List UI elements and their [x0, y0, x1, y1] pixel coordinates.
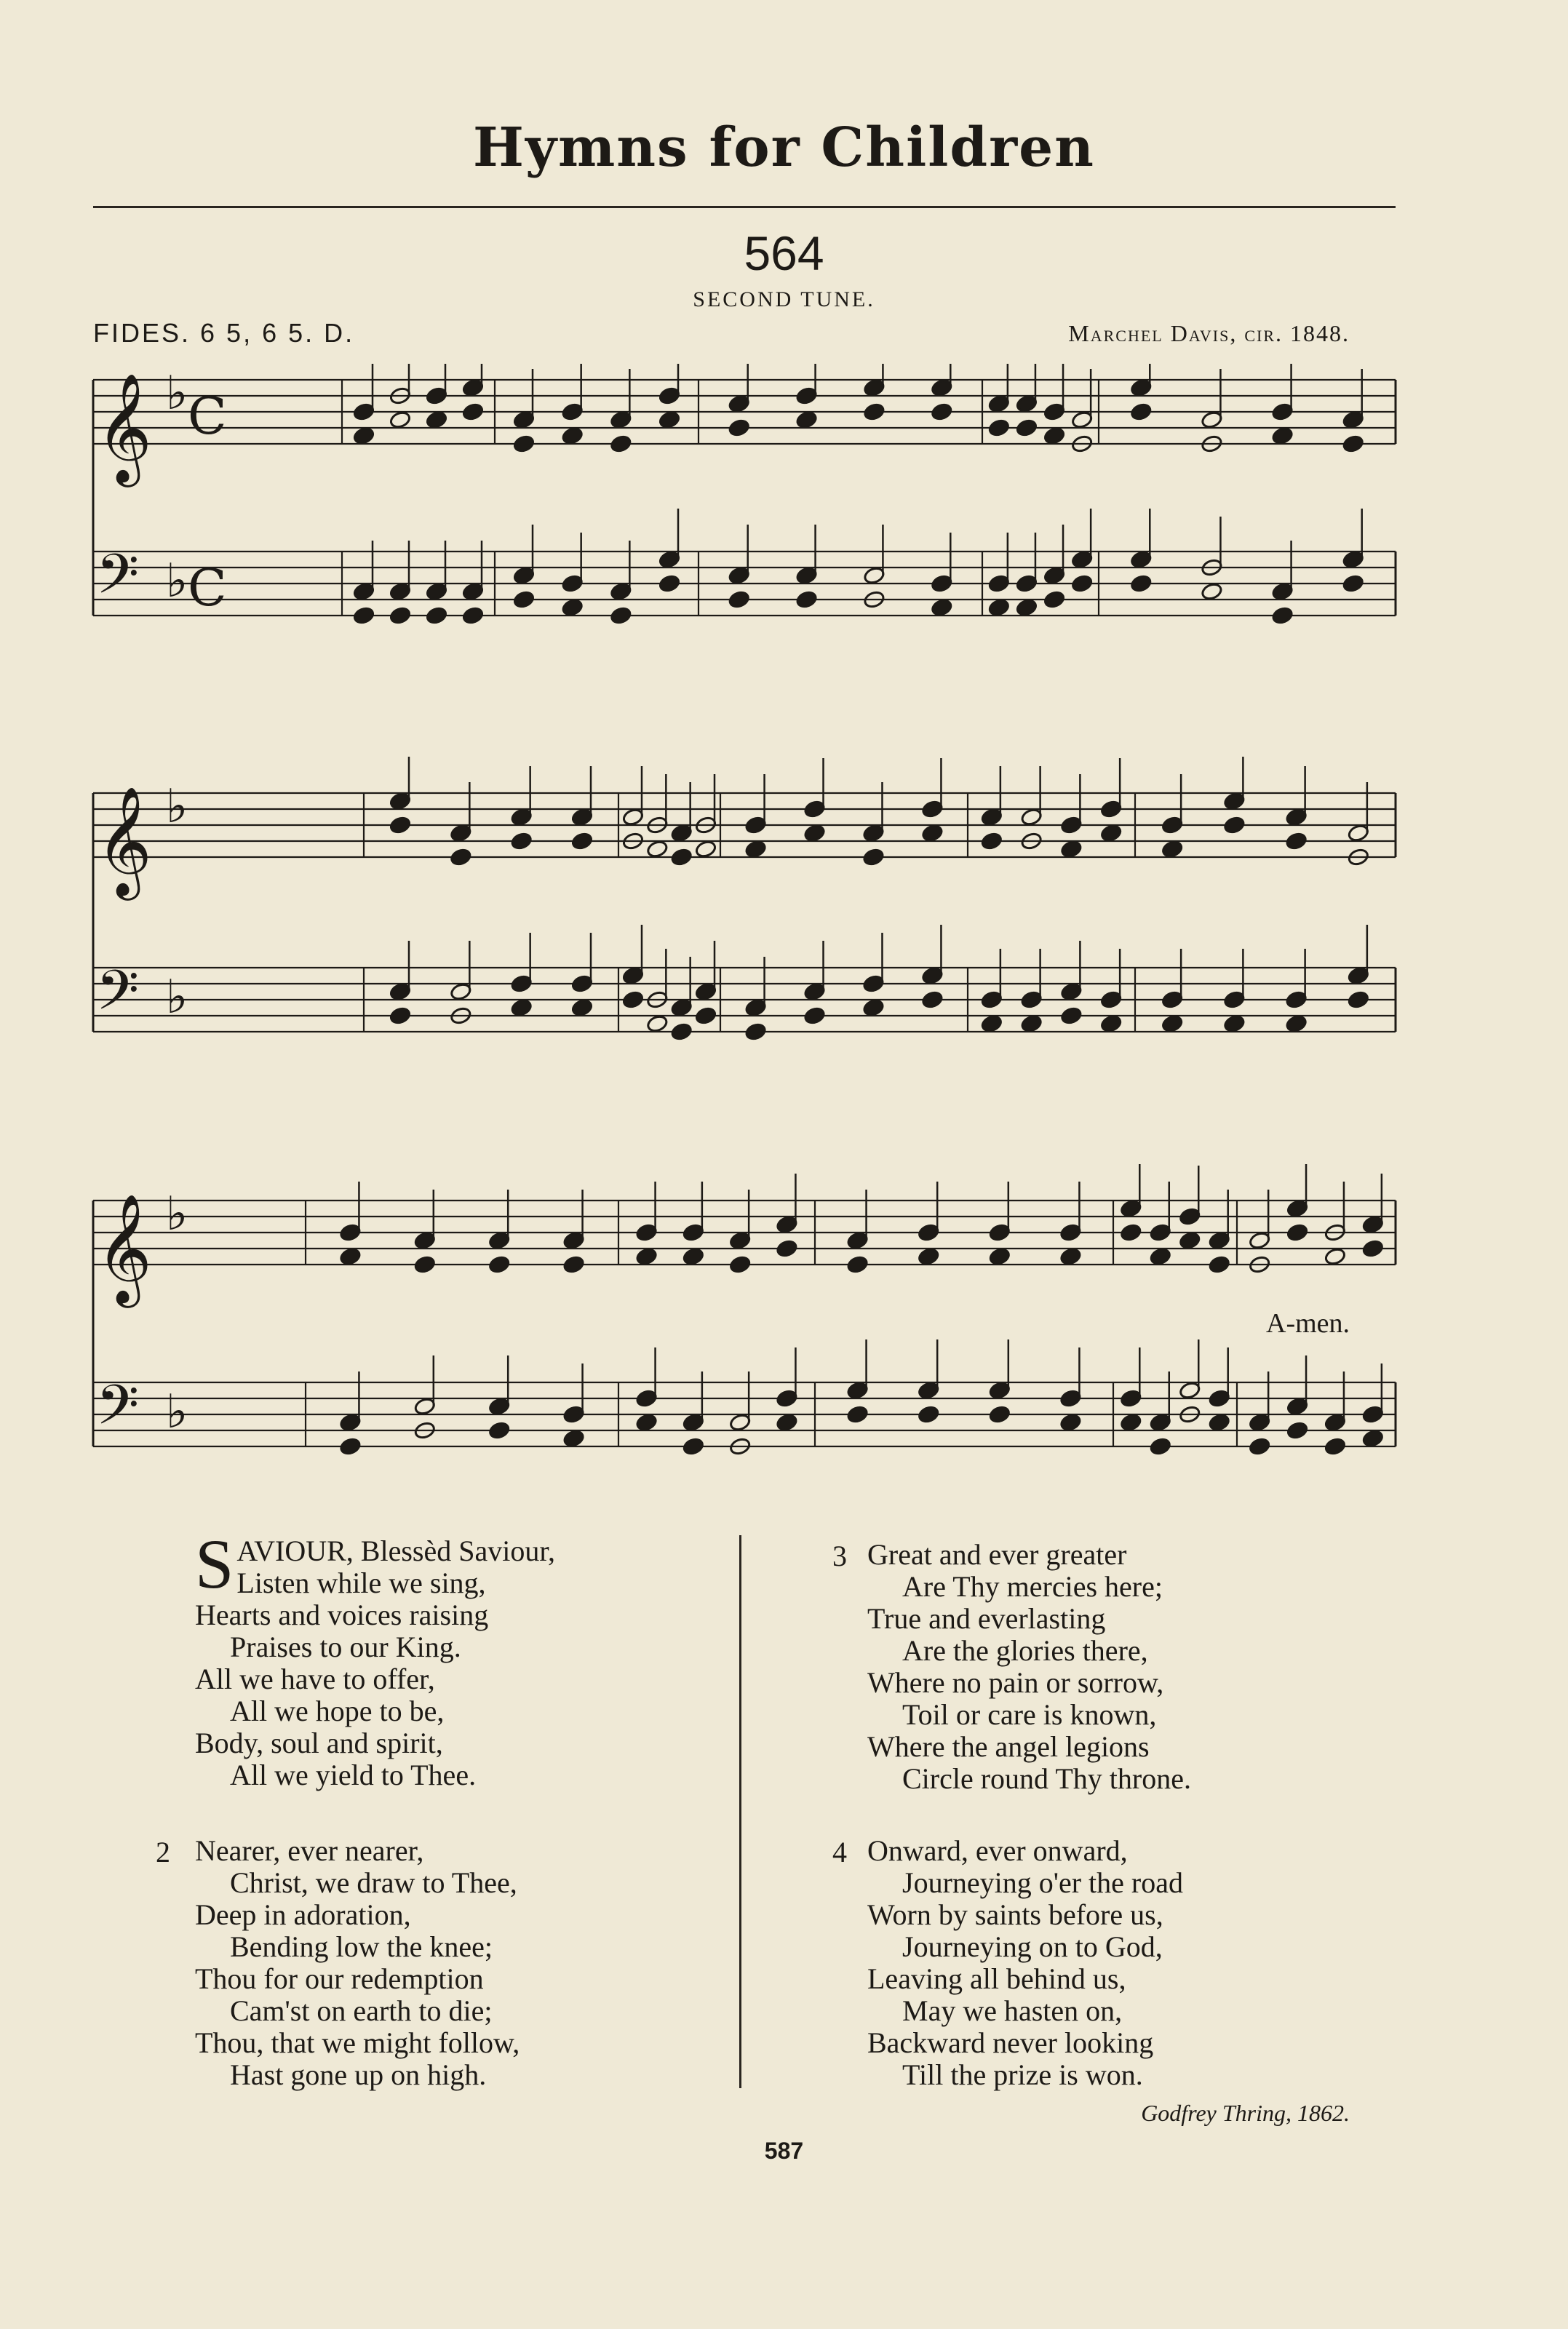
verse-line: True and everlasting: [867, 1602, 1106, 1635]
verse-line: Listen while we sing,: [236, 1566, 486, 1599]
tune-name: FIDES. 6 5, 6 5. D.: [93, 318, 355, 348]
note-head: [1347, 990, 1369, 1009]
flat-sign-icon: ♭: [166, 1187, 188, 1241]
verse-number: 2: [156, 1836, 170, 1868]
note-head: [1100, 824, 1123, 843]
flat-sign-icon: ♭: [166, 971, 188, 1024]
note-head: [776, 1239, 798, 1258]
verse-line: Leaving all behind us,: [867, 1962, 1126, 1995]
note-head: [728, 590, 750, 609]
verse-line: Praises to our King.: [230, 1631, 461, 1663]
note-head: [862, 998, 885, 1017]
bass-clef-icon: 𝄢: [96, 1373, 140, 1451]
note-head: [562, 1255, 585, 1274]
note-head: [635, 1247, 658, 1266]
verse-line: Journeying on to God,: [902, 1930, 1163, 1963]
note-head: [1285, 832, 1308, 851]
note-head: [1179, 1231, 1201, 1250]
verse-line: Toil or care is known,: [902, 1698, 1157, 1731]
note-head: [426, 606, 448, 625]
note-head: [658, 574, 681, 593]
note-head: [980, 832, 1003, 851]
verse-line: All we have to offer,: [195, 1663, 435, 1695]
note-head: [695, 840, 717, 859]
note-head: [988, 1405, 1011, 1424]
note-head: [488, 1255, 511, 1274]
note-head: [510, 832, 533, 851]
verse-line: Backward never looking: [867, 2026, 1154, 2059]
verse-line: Body, soul and spirit,: [195, 1727, 443, 1759]
composer: Marchel Davis, cir. 1848.: [1068, 320, 1350, 346]
verse-line: Nearer, ever nearer,: [195, 1834, 424, 1867]
note-head: [862, 848, 885, 867]
page-number: 587: [764, 2138, 804, 2164]
note-head: [610, 606, 632, 625]
verse-line: All we yield to Thee.: [230, 1759, 477, 1791]
note-head: [462, 402, 485, 421]
note-head: [1020, 1014, 1043, 1033]
note-head: [1324, 1247, 1347, 1266]
verse-1: [195, 1525, 556, 1791]
note-head: [729, 1255, 752, 1274]
note-head: [1361, 1239, 1384, 1258]
note-head: [389, 410, 412, 429]
note-head: [1161, 1014, 1184, 1033]
note-head: [803, 824, 826, 843]
note-head: [389, 816, 412, 835]
note-head: [1149, 1247, 1171, 1266]
note-head: [1130, 402, 1153, 421]
note-head: [863, 402, 886, 421]
hymn-number: 564: [744, 226, 824, 280]
verse-3: [867, 1539, 1191, 1795]
note-head: [682, 1247, 704, 1266]
verse-line: AVIOUR, Blessèd Saviour,: [236, 1534, 556, 1567]
note-head: [988, 1247, 1011, 1266]
verse-line: Thou, that we might follow,: [195, 2026, 520, 2059]
note-head: [776, 1413, 798, 1432]
note-head: [803, 1006, 826, 1025]
note-head: [389, 606, 412, 625]
note-head: [658, 410, 681, 429]
flat-sign-icon: ♭: [166, 1385, 188, 1439]
note-head: [1223, 1014, 1246, 1033]
note-head: [1324, 1437, 1347, 1456]
note-head: [610, 434, 632, 453]
note-head: [635, 1413, 658, 1432]
note-head: [931, 402, 953, 421]
verse-line: Where no pain or sorrow,: [867, 1666, 1164, 1699]
note-head: [1271, 606, 1294, 625]
drop-cap: S: [195, 1525, 234, 1603]
note-head: [921, 824, 944, 843]
verse-line: Are Thy mercies here;: [902, 1570, 1163, 1603]
verse-line: Where the angel legions: [867, 1730, 1150, 1763]
note-head: [846, 1255, 869, 1274]
note-head: [413, 1255, 436, 1274]
note-head: [921, 990, 944, 1009]
note-head: [1285, 1014, 1308, 1033]
note-head: [1059, 1247, 1082, 1266]
note-head: [426, 410, 448, 429]
verse-line: Are the glories there,: [902, 1634, 1148, 1667]
note-head: [389, 1006, 412, 1025]
note-head: [1342, 574, 1364, 593]
section-title: Hymns for Children: [473, 116, 1095, 179]
flat-sign-icon: ♭: [166, 780, 188, 834]
verse-line: Journeying o'er the road: [902, 1866, 1183, 1899]
tune-subtitle: SECOND TUNE.: [693, 287, 875, 311]
note-head: [646, 1014, 669, 1033]
verse-line: Great and ever greater: [867, 1538, 1127, 1571]
note-head: [1043, 426, 1066, 445]
note-head: [918, 1247, 940, 1266]
title-rule: [93, 206, 1396, 208]
verse-number: 4: [832, 1836, 847, 1868]
flat-sign-icon: ♭: [166, 554, 188, 608]
verse-line: All we hope to be,: [230, 1695, 445, 1727]
note-head: [1043, 590, 1066, 609]
note-head: [488, 1421, 511, 1440]
note-head: [462, 606, 485, 625]
note-head: [1016, 418, 1038, 437]
treble-clef-icon: 𝄞: [96, 785, 152, 896]
note-head: [571, 998, 594, 1017]
verse-line: Thou for our redemption: [195, 1962, 484, 1995]
note-head: [1286, 1223, 1309, 1242]
note-head: [1016, 598, 1038, 617]
score-system-2: [0, 757, 1568, 1077]
note-head: [561, 598, 584, 617]
note-head: [1120, 1223, 1142, 1242]
note-head: [744, 1022, 767, 1041]
note-head: [987, 418, 1010, 437]
note-head: [728, 418, 750, 437]
treble-clef-icon: 𝄞: [96, 372, 152, 482]
note-head: [510, 998, 533, 1017]
note-head: [571, 832, 594, 851]
note-head: [622, 990, 645, 1009]
verse-line: Deep in adoration,: [195, 1898, 411, 1931]
hymn-author: Godfrey Thring, 1862.: [1141, 2100, 1350, 2126]
note-head: [846, 1405, 869, 1424]
treble-clef-icon: 𝄞: [96, 1193, 152, 1303]
bass-clef-icon: 𝄢: [96, 958, 140, 1036]
note-head: [450, 848, 472, 867]
note-head: [513, 434, 536, 453]
amen-label: A-men.: [1266, 1308, 1350, 1339]
bass-clef-icon: 𝄢: [96, 542, 140, 620]
note-head: [980, 1014, 1003, 1033]
note-head: [1071, 574, 1094, 593]
music-system-1: [0, 364, 1568, 669]
note-head: [1342, 434, 1364, 453]
note-head: [1059, 1413, 1082, 1432]
verse-line: Till the prize is won.: [902, 2058, 1143, 2091]
verse-2: [195, 1835, 520, 2091]
note-head: [795, 410, 818, 429]
note-head: [1249, 1437, 1271, 1456]
verse-line: May we hasten on,: [902, 1994, 1123, 2027]
note-head: [562, 1429, 585, 1448]
note-head: [1286, 1421, 1309, 1440]
note-head: [353, 426, 375, 445]
flat-sign-icon: ♭: [166, 367, 188, 421]
note-head: [1060, 1006, 1083, 1025]
common-time-icon: C: [188, 558, 227, 618]
common-time-icon: C: [188, 386, 227, 446]
note-head: [1201, 582, 1223, 601]
note-head: [339, 1437, 362, 1456]
note-head: [682, 1437, 704, 1456]
score-system-1: [0, 364, 1568, 669]
column-divider: [739, 1535, 741, 2088]
note-head: [1208, 1413, 1230, 1432]
verse-4: [867, 1835, 1183, 2091]
note-head: [670, 1022, 693, 1041]
note-head: [1271, 426, 1294, 445]
note-head: [744, 840, 767, 859]
verse-number: 3: [832, 1540, 847, 1572]
note-head: [646, 840, 669, 859]
note-head: [1100, 1014, 1123, 1033]
note-head: [1161, 840, 1184, 859]
note-head: [1120, 1413, 1142, 1432]
verse-line: Worn by saints before us,: [867, 1898, 1163, 1931]
note-head: [931, 598, 953, 617]
note-head: [561, 426, 584, 445]
note-head: [339, 1247, 362, 1266]
note-head: [513, 590, 536, 609]
music-system-2: [0, 757, 1568, 1077]
note-head: [695, 1006, 717, 1025]
note-head: [670, 848, 693, 867]
note-head: [1223, 816, 1246, 835]
note-head: [918, 1405, 940, 1424]
verse-line: Cam'st on earth to die;: [230, 1994, 493, 2027]
verse-line: Hearts and voices raising: [195, 1599, 489, 1631]
note-head: [987, 598, 1010, 617]
note-head: [1361, 1429, 1384, 1448]
note-head: [795, 590, 818, 609]
verse-line: Circle round Thy throne.: [902, 1762, 1191, 1795]
note-head: [353, 606, 375, 625]
verse-line: Bending low the knee;: [230, 1930, 493, 1963]
note-head: [1208, 1255, 1230, 1274]
note-head: [1149, 1437, 1171, 1456]
note-head: [1130, 574, 1153, 593]
verse-line: Onward, ever onward,: [867, 1834, 1128, 1867]
note-head: [1060, 840, 1083, 859]
verse-line: Hast gone up on high.: [230, 2058, 487, 2091]
verse-line: Christ, we draw to Thee,: [230, 1866, 517, 1899]
